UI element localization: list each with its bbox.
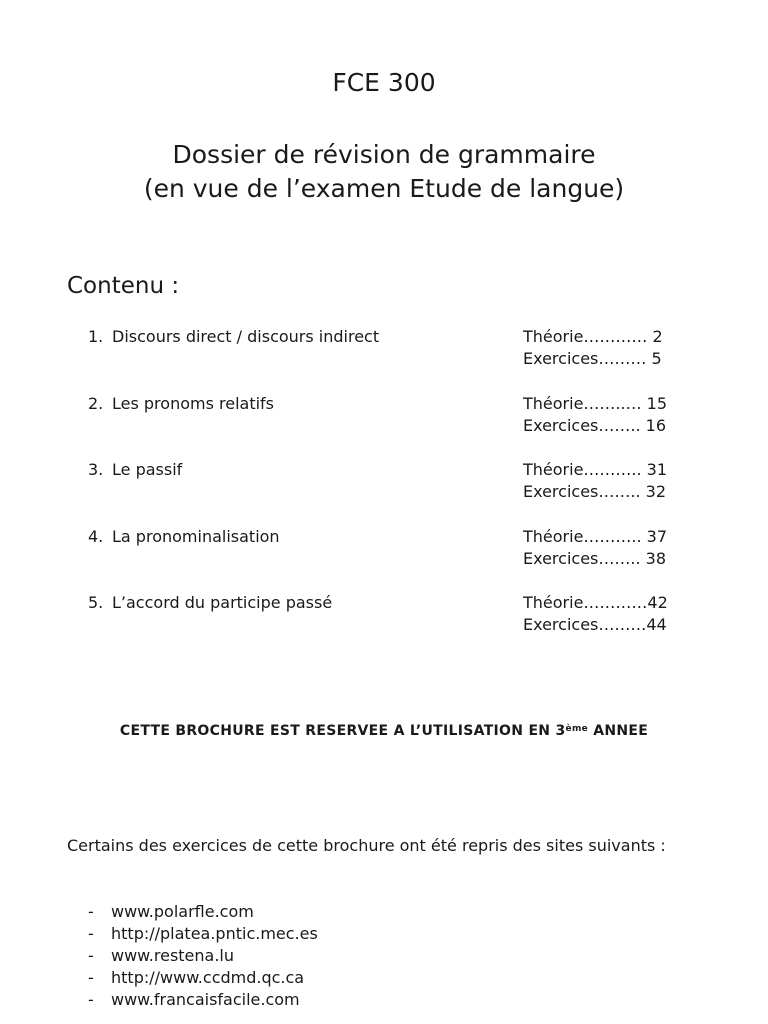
toc-item-number: 5.	[88, 593, 104, 612]
toc-item-number: 3.	[88, 460, 104, 479]
toc-exercises-page: Exercices…….. 16	[523, 415, 666, 435]
toc-theory-page: Théorie……….. 31	[523, 460, 668, 479]
source-url: http://platea.pntic.mec.es	[111, 924, 318, 943]
toc-item-label: L’accord du participe passé	[112, 593, 333, 612]
list-dash: -	[88, 902, 94, 921]
toc-item-label: Discours direct / discours indirect	[112, 327, 380, 346]
toc-item	[88, 459, 708, 526]
toc-item-pages	[523, 526, 667, 570]
sources-list	[88, 901, 318, 1011]
toc-theory-page: Théorie…………42	[523, 593, 668, 612]
toc-item-label: Les pronoms relatifs	[112, 393, 275, 413]
list-dash: -	[88, 946, 94, 965]
toc-theory-page: Théorie……..… 15	[523, 393, 668, 413]
list-dash: -	[88, 990, 94, 1009]
notice-text-end: ANNEE	[588, 723, 649, 739]
title-line-1: Dossier de révision de grammaire	[172, 140, 596, 169]
toc-item-label: Le passif	[112, 460, 183, 479]
list-item	[88, 945, 318, 967]
toc-item	[88, 326, 708, 393]
list-dash: -	[88, 924, 94, 943]
source-url: www.restena.lu	[111, 946, 235, 965]
toc-theory-page: Théorie……….. 37	[523, 526, 668, 546]
title-line-2: (en vue de l’examen Etude de langue)	[143, 174, 625, 203]
toc-exercises-page: Exercices…….. 38	[523, 548, 666, 568]
toc-item-pages	[523, 393, 667, 437]
toc-item	[88, 393, 708, 460]
sources-intro: Certains des exercices de cette brochure ont été repris des sites suivants :	[67, 836, 666, 855]
notice-superscript: ème	[565, 724, 589, 734]
toc-item-number: 4.	[88, 526, 104, 546]
table-of-contents	[88, 326, 708, 659]
toc-theory-page: Théorie………… 2	[523, 327, 663, 346]
toc-exercises-page: Exercices……… 5	[523, 349, 662, 368]
contents-heading: Contenu :	[67, 273, 180, 299]
list-item	[88, 989, 318, 1011]
toc-item-label: La pronominalisation	[112, 526, 280, 546]
list-item	[88, 923, 318, 945]
list-item	[88, 901, 318, 923]
toc-item-number: 2.	[88, 393, 104, 413]
toc-item	[88, 526, 708, 593]
toc-item-number: 1.	[88, 327, 104, 346]
toc-item-pages	[523, 592, 668, 636]
toc-item-pages	[523, 459, 667, 503]
notice-text: CETTE BROCHURE EST RESERVEE A L’UTILISATION EN 3	[119, 723, 566, 739]
source-url: www.polarfle.com	[111, 902, 254, 921]
usage-notice	[0, 723, 768, 739]
source-url: www.francaisfacile.com	[111, 990, 300, 1009]
course-code: FCE 300	[332, 68, 436, 97]
document-title	[0, 138, 768, 206]
toc-exercises-page: Exercices…….. 32	[523, 482, 666, 501]
source-url: http://www.ccdmd.qc.ca	[111, 968, 305, 987]
list-dash: -	[88, 968, 94, 987]
list-item	[88, 967, 318, 989]
toc-item	[88, 592, 708, 659]
toc-exercises-page: Exercices………44	[523, 615, 667, 634]
toc-item-pages	[523, 326, 663, 370]
